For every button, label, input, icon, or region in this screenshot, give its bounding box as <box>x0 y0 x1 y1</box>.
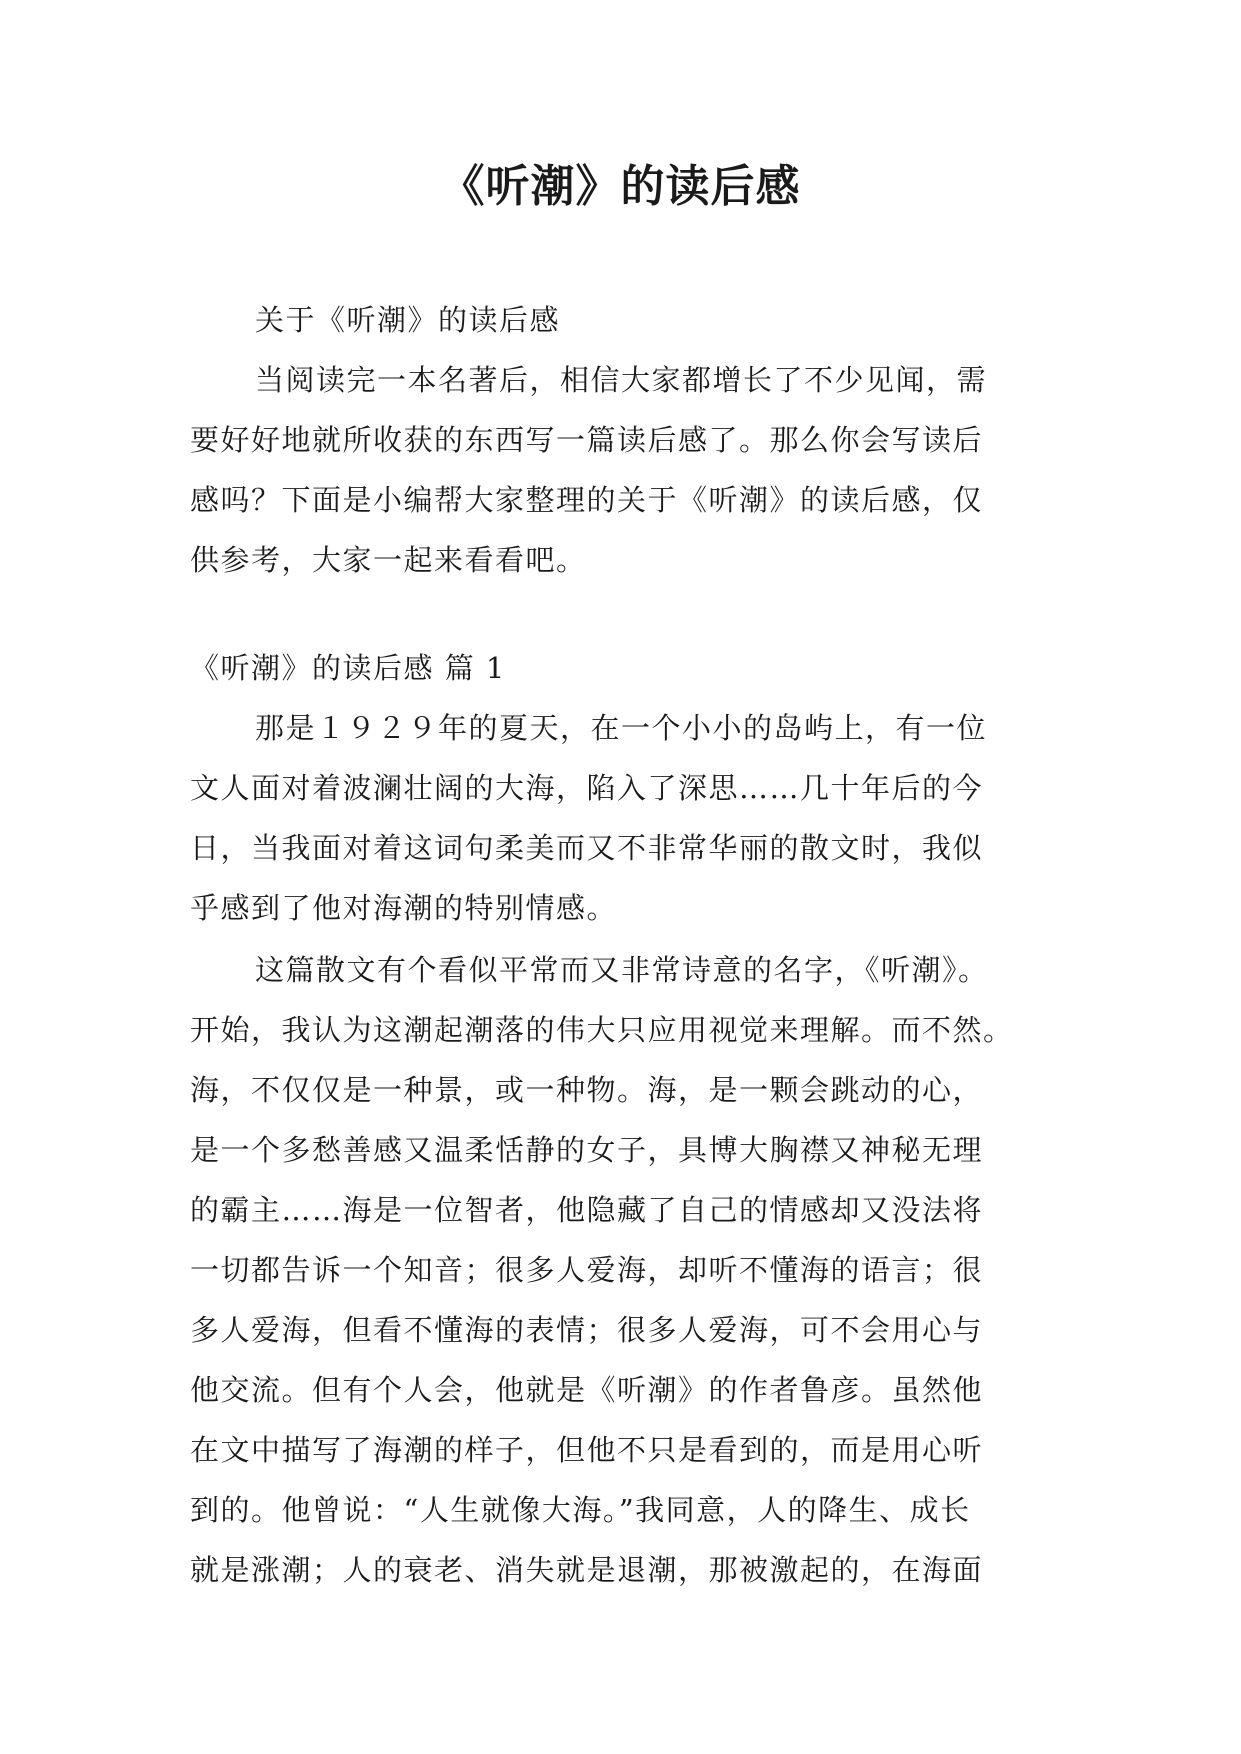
paragraph-line: 乎感到了他对海潮的特别情感。 <box>190 891 618 925</box>
section-heading: 《听潮》的读后感 篇 1 <box>190 651 506 685</box>
paragraph-line: 是一个多愁善感又温柔恬静的女子，具博大胸襟又神秘无理 <box>190 1133 984 1167</box>
paragraph-line: 多人爱海，但看不懂海的表情；很多人爱海，可不会用心与 <box>190 1313 984 1347</box>
intro-line: 感吗？下面是小编帮大家整理的关于《听潮》的读后感，仅 <box>190 483 984 517</box>
subtitle: 关于《听潮》的读后感 <box>255 303 561 337</box>
paragraph-line: 一切都告诉一个知音；很多人爱海，却听不懂海的语言；很 <box>190 1253 984 1287</box>
paragraph-line: 那是１９２９年的夏天，在一个小小的岛屿上，有一位 <box>255 711 988 745</box>
paragraph-line: 在文中描写了海潮的样子，但他不只是看到的，而是用心听 <box>190 1433 984 1467</box>
paragraph-line: 这篇散文有个看似平常而又非常诗意的名字，《听潮》。 <box>255 953 989 987</box>
intro-line: 当阅读完一本名著后，相信大家都增长了不少见闻，需 <box>255 363 988 397</box>
paragraph-line: 到的。他曾说：“人生就像大海。”我同意，人的降生、成长 <box>190 1493 971 1527</box>
paragraph-line: 的霸主……海是一位智者，他隐藏了自己的情感却又没法将 <box>190 1193 984 1227</box>
intro-line: 供参考，大家一起来看看吧。 <box>190 543 587 577</box>
paragraph-line: 开始，我认为这潮起潮落的伟大只应用视觉来理解。而不然。 <box>190 1013 1014 1047</box>
document-title: 《听潮》的读后感 <box>440 161 801 212</box>
paragraph-line: 海，不仅仅是一种景，或一种物。海，是一颗会跳动的心， <box>190 1073 984 1107</box>
intro-line: 要好好地就所收获的东西写一篇读后感了。那么你会写读后 <box>190 423 984 457</box>
paragraph-line: 就是涨潮；人的衰老、消失就是退潮，那被激起的，在海面 <box>190 1553 984 1587</box>
paragraph-line: 他交流。但有个人会，他就是《听潮》的作者鲁彦。虽然他 <box>190 1373 984 1407</box>
paragraph-line: 文人面对着波澜壮阔的大海，陷入了深思……几十年后的今 <box>190 771 984 805</box>
paragraph-line: 日，当我面对着这词句柔美而又不非常华丽的散文时，我似 <box>190 831 984 865</box>
